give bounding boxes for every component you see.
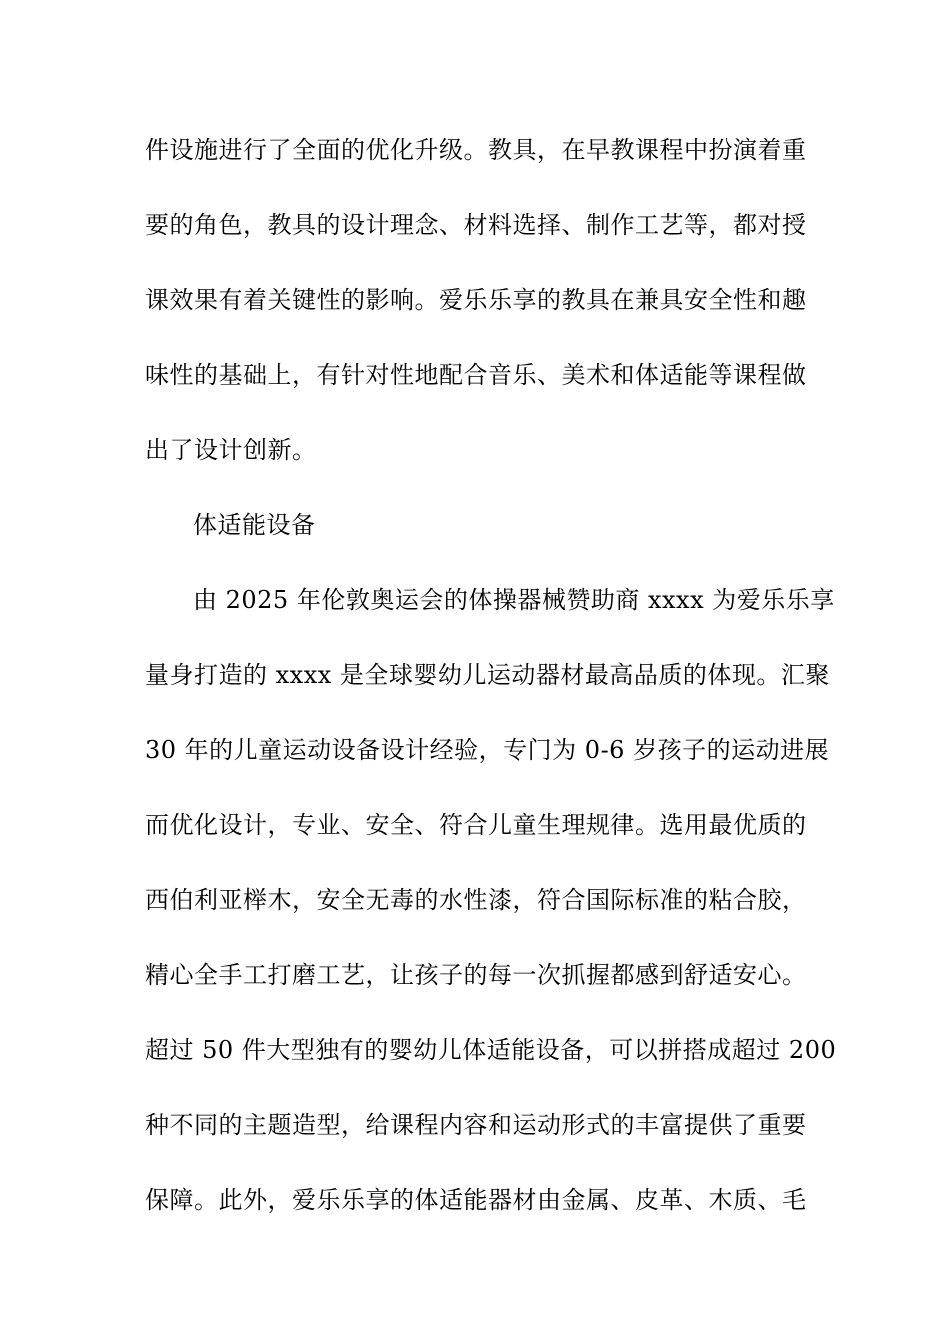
paragraph-line: 要的角色，教具的设计理念、材料选择、制作工艺等，都对授 — [145, 211, 807, 239]
paragraph-line: 件设施进行了全面的优化升级。教具，在早教课程中扮演着重 — [145, 136, 807, 164]
paragraph-line: 精心全手工打磨工艺，让孩子的每一次抓握都感到舒适安心。 — [145, 961, 807, 989]
paragraph-line: 西伯利亚榉木，安全无毒的水性漆，符合国际标准的粘合胶， — [145, 886, 807, 914]
paragraph-line: 超过 50 件大型独有的婴幼儿体适能设备，可以拼搭成超过 200 — [145, 1036, 837, 1064]
paragraph-line: 出了设计创新。 — [145, 436, 317, 464]
section-heading: 体适能设备 — [193, 511, 316, 539]
paragraph-line: 30 年的儿童运动设备设计经验，专门为 0-6 岁孩子的运动进展 — [145, 736, 830, 764]
paragraph-line: 种不同的主题造型，给课程内容和运动形式的丰富提供了重要 — [145, 1111, 807, 1139]
paragraph-line: 味性的基础上，有针对性地配合音乐、美术和体适能等课程做 — [145, 361, 807, 389]
paragraph-line: 量身打造的 xxxx 是全球婴幼儿运动器材最高品质的体现。汇聚 — [145, 661, 830, 689]
paragraph-line: 课效果有着关键性的影响。爱乐乐享的教具在兼具安全性和趣 — [145, 286, 807, 314]
paragraph-line: 保障。此外，爱乐乐享的体适能器材由金属、皮革、木质、毛 — [145, 1186, 807, 1214]
paragraph-line: 而优化设计，专业、安全、符合儿童生理规律。选用最优质的 — [145, 811, 807, 839]
paragraph-line: 由 2025 年伦敦奥运会的体操器械赞助商 xxxx 为爱乐乐享 — [193, 586, 835, 614]
